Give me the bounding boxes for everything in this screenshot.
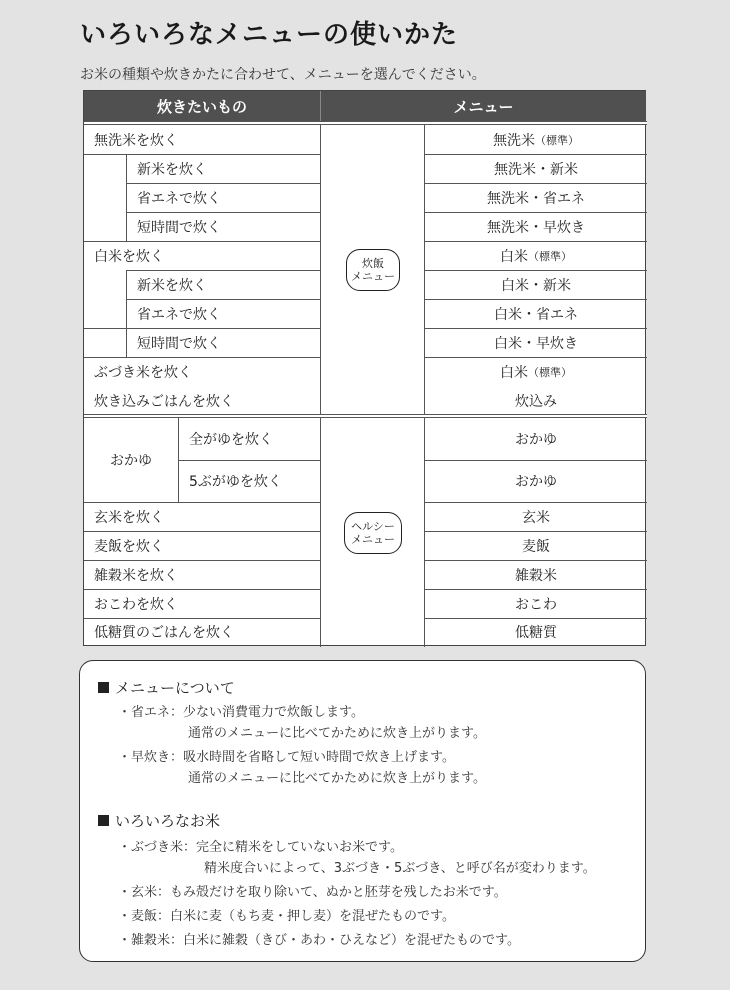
page-subtitle: お米の種類や炊きかたに合わせて、メニューを選んでください。: [80, 67, 486, 83]
item-cell: 雑穀米を炊く: [94, 567, 178, 584]
section-title-text: メニューについて: [115, 679, 235, 697]
item-cell: 短時間で炊く: [137, 335, 221, 352]
page-title: いろいろなメニューの使いかた: [80, 20, 459, 50]
menu-cell: おかゆ: [515, 474, 557, 490]
badge-line: メニュー: [351, 270, 395, 283]
menu-cell: 白米・早炊き: [494, 335, 578, 352]
menu-cell: おこわ: [515, 596, 557, 613]
note-line: ・麦飯：白米に麦（もち麦・押し麦）を混ぜたものです。: [118, 909, 455, 924]
menu-cell: [425, 125, 647, 154]
item-cell: ぶづき米を炊く: [94, 364, 192, 381]
item-cell: 玄米を炊く: [94, 509, 164, 526]
item-cell: 麦飯を炊く: [94, 538, 164, 555]
menu-cell: 麦飯: [522, 538, 550, 555]
menu-cell: 無洗米・省エネ: [487, 190, 585, 207]
item-cell: 短時間で炊く: [137, 219, 221, 236]
menu-cell: [425, 357, 647, 386]
item-cell: 5ぶがゆを炊く: [189, 474, 282, 490]
healthy-menu-badge: [344, 512, 402, 554]
menu-note: （標準）: [528, 249, 572, 263]
menu-label: 白米: [500, 364, 528, 381]
badge-line: メニュー: [351, 533, 395, 546]
menu-label: 白米: [500, 248, 528, 265]
item-cell: 白米を炊く: [94, 248, 164, 265]
square-bullet-icon: [98, 815, 109, 826]
item-cell: 省エネで炊く: [137, 190, 221, 207]
menu-cell: 白米・省エネ: [494, 306, 578, 323]
note-line: ・早炊き：吸水時間を省略して短い時間で炊き上げます。: [118, 750, 455, 765]
menu-cell: 低糖質: [515, 625, 557, 641]
menu-cell: 無洗米・早炊き: [487, 219, 585, 236]
menu-cell: 玄米: [522, 509, 550, 526]
menu-cell: [425, 241, 647, 270]
item-cell: 無洗米を炊く: [94, 132, 178, 149]
menu-cell: 白米・新米: [501, 277, 571, 294]
item-cell: 全がゆを炊く: [189, 432, 273, 448]
item-cell: 低糖質のごはんを炊く: [94, 625, 234, 641]
item-cell: 省エネで炊く: [137, 306, 221, 323]
header-right: メニュー: [321, 91, 646, 121]
item-cell: 炊き込みごはんを炊く: [94, 393, 234, 410]
note-line: 通常のメニューに比べてかために炊き上がります。: [188, 726, 486, 741]
note-line: ・玄米：もみ殻だけを取り除いて、ぬかと胚芽を残したお米です。: [118, 885, 507, 900]
menu-label: 無洗米: [493, 132, 535, 149]
menu-section-title: [98, 677, 235, 698]
menu-cell: 炊込み: [515, 393, 557, 410]
note-line: 精米度合いによって、3ぶづき・5ぶづき、と呼び名が変わります。: [204, 861, 596, 876]
item-cell: 新米を炊く: [137, 161, 207, 178]
section-title-text: いろいろなお米: [115, 812, 221, 830]
menu-note: （標準）: [535, 133, 579, 147]
note-line: ・雑穀米：白米に雑穀（きび・あわ・ひえなど）を混ぜたものです。: [118, 933, 520, 948]
menu-cell: おかゆ: [515, 432, 557, 448]
header-left: 炊きたいもの: [84, 91, 320, 121]
note-line: ・省エネ：少ない消費電力で炊飯します。: [118, 705, 364, 720]
item-cell: おこわを炊く: [94, 596, 178, 613]
group-cell-okayu: おかゆ: [110, 453, 152, 469]
notes-box: [79, 660, 646, 962]
badge-line: ヘルシー: [351, 520, 395, 533]
note-line: 通常のメニューに比べてかために炊き上がります。: [188, 771, 486, 786]
menu-cell: 雑穀米: [515, 567, 557, 584]
menu-note: （標準）: [528, 365, 572, 379]
item-cell: 新米を炊く: [137, 277, 207, 294]
rice-section-title: [98, 810, 220, 831]
menu-cell: 無洗米・新米: [494, 161, 578, 178]
square-bullet-icon: [98, 682, 109, 693]
note-line: ・ぶづき米：完全に精米をしていないお米です。: [118, 840, 403, 855]
badge-line: 炊飯: [362, 257, 384, 270]
rice-menu-badge: [346, 249, 400, 291]
menu-table: [83, 90, 646, 646]
